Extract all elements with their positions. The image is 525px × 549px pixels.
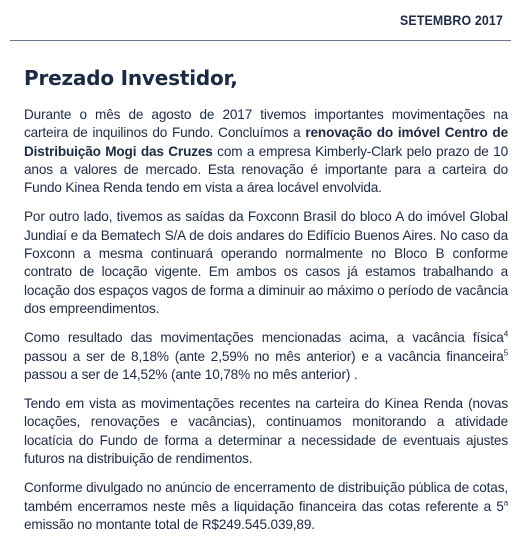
paragraph-text: Tendo em vista as movimentações recentes na carteira do Kinea Renda (novas locações, renovações e vacâncias), continuamos monitorando a atividade locatícia do Fundo de forma a determinar a necessidade de eventuais ajustes futuros na distribuição de rendimentos. bbox=[24, 396, 508, 467]
footnote-marker: 5 bbox=[503, 348, 508, 358]
highlighted-text: renovação do imóvel Centro de Distribuição Mogi das Cruzes bbox=[24, 125, 508, 159]
paragraph-text: com a empresa Kimberly-Clark pelo prazo de 10 anos a valores de mercado. Esta renovação é importante para a carteira do Fundo Kinea Renda tendo em vista a área locável envolvida. bbox=[24, 143, 508, 196]
paragraph-text: Conforme divulgado no anúncio de encerramento de distribuição pública de cotas, também encerramos neste mês a liquidação financeira das cotas referente a 5 bbox=[24, 480, 508, 514]
letter-body bbox=[24, 106, 508, 545]
paragraph-text: emissão no montante total de R$249.545.039,89. bbox=[24, 516, 315, 532]
paragraph-text: passou a ser de 14,52% (ante 10,78% no mês anterior) . bbox=[24, 366, 358, 382]
paragraph-renewal bbox=[24, 106, 508, 197]
paragraph-monitoring bbox=[24, 395, 508, 468]
footnote-marker: 4 bbox=[503, 329, 508, 339]
page-title: Prezado Investidor, bbox=[24, 66, 238, 90]
paragraph-text: Por outro lado, tivemos as saídas da Foxconn Brasil do bloco A do imóvel Global Jundiaí e da Bematech S/A de dois andares do Edifício Buenos Aires. No caso da Foxconn a mesma continuará operando normalmente no Bloco B conforme contrato de locação vigente. Em ambos os casos já estamos trabalhando a locação dos espaços vagos de forma a diminuir ao máximo o período de vacância dos empreendimentos. bbox=[24, 209, 508, 316]
header-divider bbox=[10, 40, 511, 41]
paragraph-text: passou a ser de 8,18% (ante 2,59% no mês anterior) e a vacância financeira bbox=[24, 348, 504, 364]
paragraph-text: Durante o mês de agosto de 2017 tivemos importantes movimentações na carteira de inquilinos do Fundo. Concluímos a bbox=[24, 107, 508, 141]
report-date: SETEMBRO 2017 bbox=[400, 12, 503, 28]
paragraph-offering bbox=[24, 479, 508, 534]
paragraph-text: Como resultado das movimentações mencionadas acima, a vacância física bbox=[24, 330, 504, 346]
paragraph-exits bbox=[24, 208, 508, 318]
paragraph-vacancy bbox=[24, 329, 508, 384]
ordinal-marker: a bbox=[503, 498, 508, 508]
